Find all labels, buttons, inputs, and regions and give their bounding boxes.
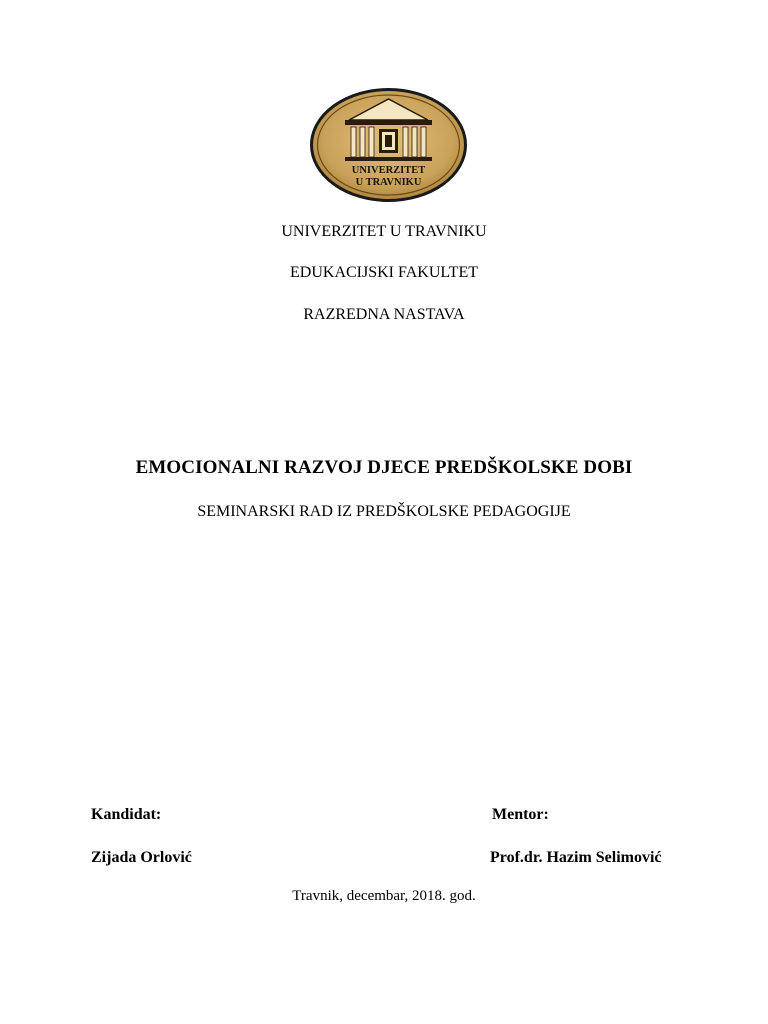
mentor-name: Prof.dr. Hazim Selimović (490, 849, 662, 866)
faculty-name: EDUKACIJSKI FAKULTET (290, 264, 478, 281)
candidate-name: Zijada Orlović (91, 849, 192, 866)
place-date: Travnik, decembar, 2018. god. (292, 888, 476, 904)
document-title: EMOCIONALNI RAZVOJ DJECE PREDŠKOLSKE DOBI (135, 457, 633, 478)
university-name: UNIVERZITET U TRAVNIKU (281, 223, 487, 240)
university-logo (309, 87, 468, 203)
logo-text-line2: U TRAVNIKU (355, 177, 422, 188)
candidate-label: Kandidat: (91, 806, 162, 823)
document-subtitle: SEMINARSKI RAD IZ PREDŠKOLSKE PEDAGOGIJE (197, 503, 571, 520)
mentor-label: Mentor: (492, 806, 549, 823)
department-name: RAZREDNA NASTAVA (303, 306, 465, 323)
logo-text-line1: UNIVERZITET (351, 165, 426, 176)
